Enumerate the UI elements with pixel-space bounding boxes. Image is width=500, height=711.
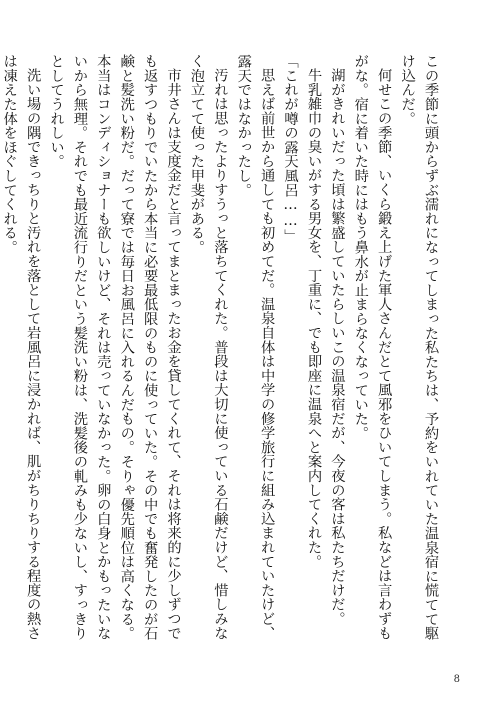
vertical-text-body — [1, 54, 442, 654]
paragraph-5-dialogue: 「これが噂の露天風呂……」 — [282, 54, 299, 244]
paragraph-7: 汚れは思ったよりすうっと落ちてくれた。普段は大切に使っている石鹸だけど、惜しみなく泡立てて使った甲斐がある。 — [188, 54, 229, 641]
paragraph-3: 湖がきれいだった頃は繁盛していたらしいこの温泉宿だが、今夜の客は私たちだけだ。 — [329, 68, 346, 626]
paragraph-9: 洗い場の隅できっちりと汚れを落として岩風呂に浸かれば、肌がちりちりする程度の熱さは凍えた体をほぐしてくれる。 — [1, 54, 42, 641]
paragraph-2: 何せこの季節、いくら鍛え上げた軍人さんだとて風邪をひいてしまう。私などは言わずもがな。宿に着いた時にはもう鼻水が止まらなくなっていた。 — [352, 54, 393, 641]
paragraph-4: 牛乳雑巾の臭いがする男女を、丁重に、でも即座に温泉へと案内してくれた。 — [305, 68, 322, 569]
paragraph-1: この季節に頭からずぶ濡れになってしまった私たちは、予約をいれていた温泉宿に慌てて駆け込んだ。 — [399, 54, 439, 641]
page-number: 8 — [453, 674, 460, 685]
paragraph-6: 思えば前世から通しても初めてだ。温泉自体は中学の修学旅行に組み込まれていたけど、露天ではなかったし。 — [235, 54, 276, 641]
paragraph-8: 市井さんは支度金だと言ってまとまったお金を貸してくれて、それは将来的に少しずつでも返すつもりでいたから本当に必要最低限のものに使っていた。その中でも奮発したのが石鹸と髪洗い粉だ。だって寮では毎日お風呂に入れるんだもの。そりゃ優先順位は高くなる。本当はコンディショナーも欲しいけど、それは売っていなかった。卵の白身とかもったいないから無理。それでも最近流行りだという髪洗い粉は、洗髪後の軋みも少ないし、すっきりとしてうれしい。 — [48, 54, 182, 641]
